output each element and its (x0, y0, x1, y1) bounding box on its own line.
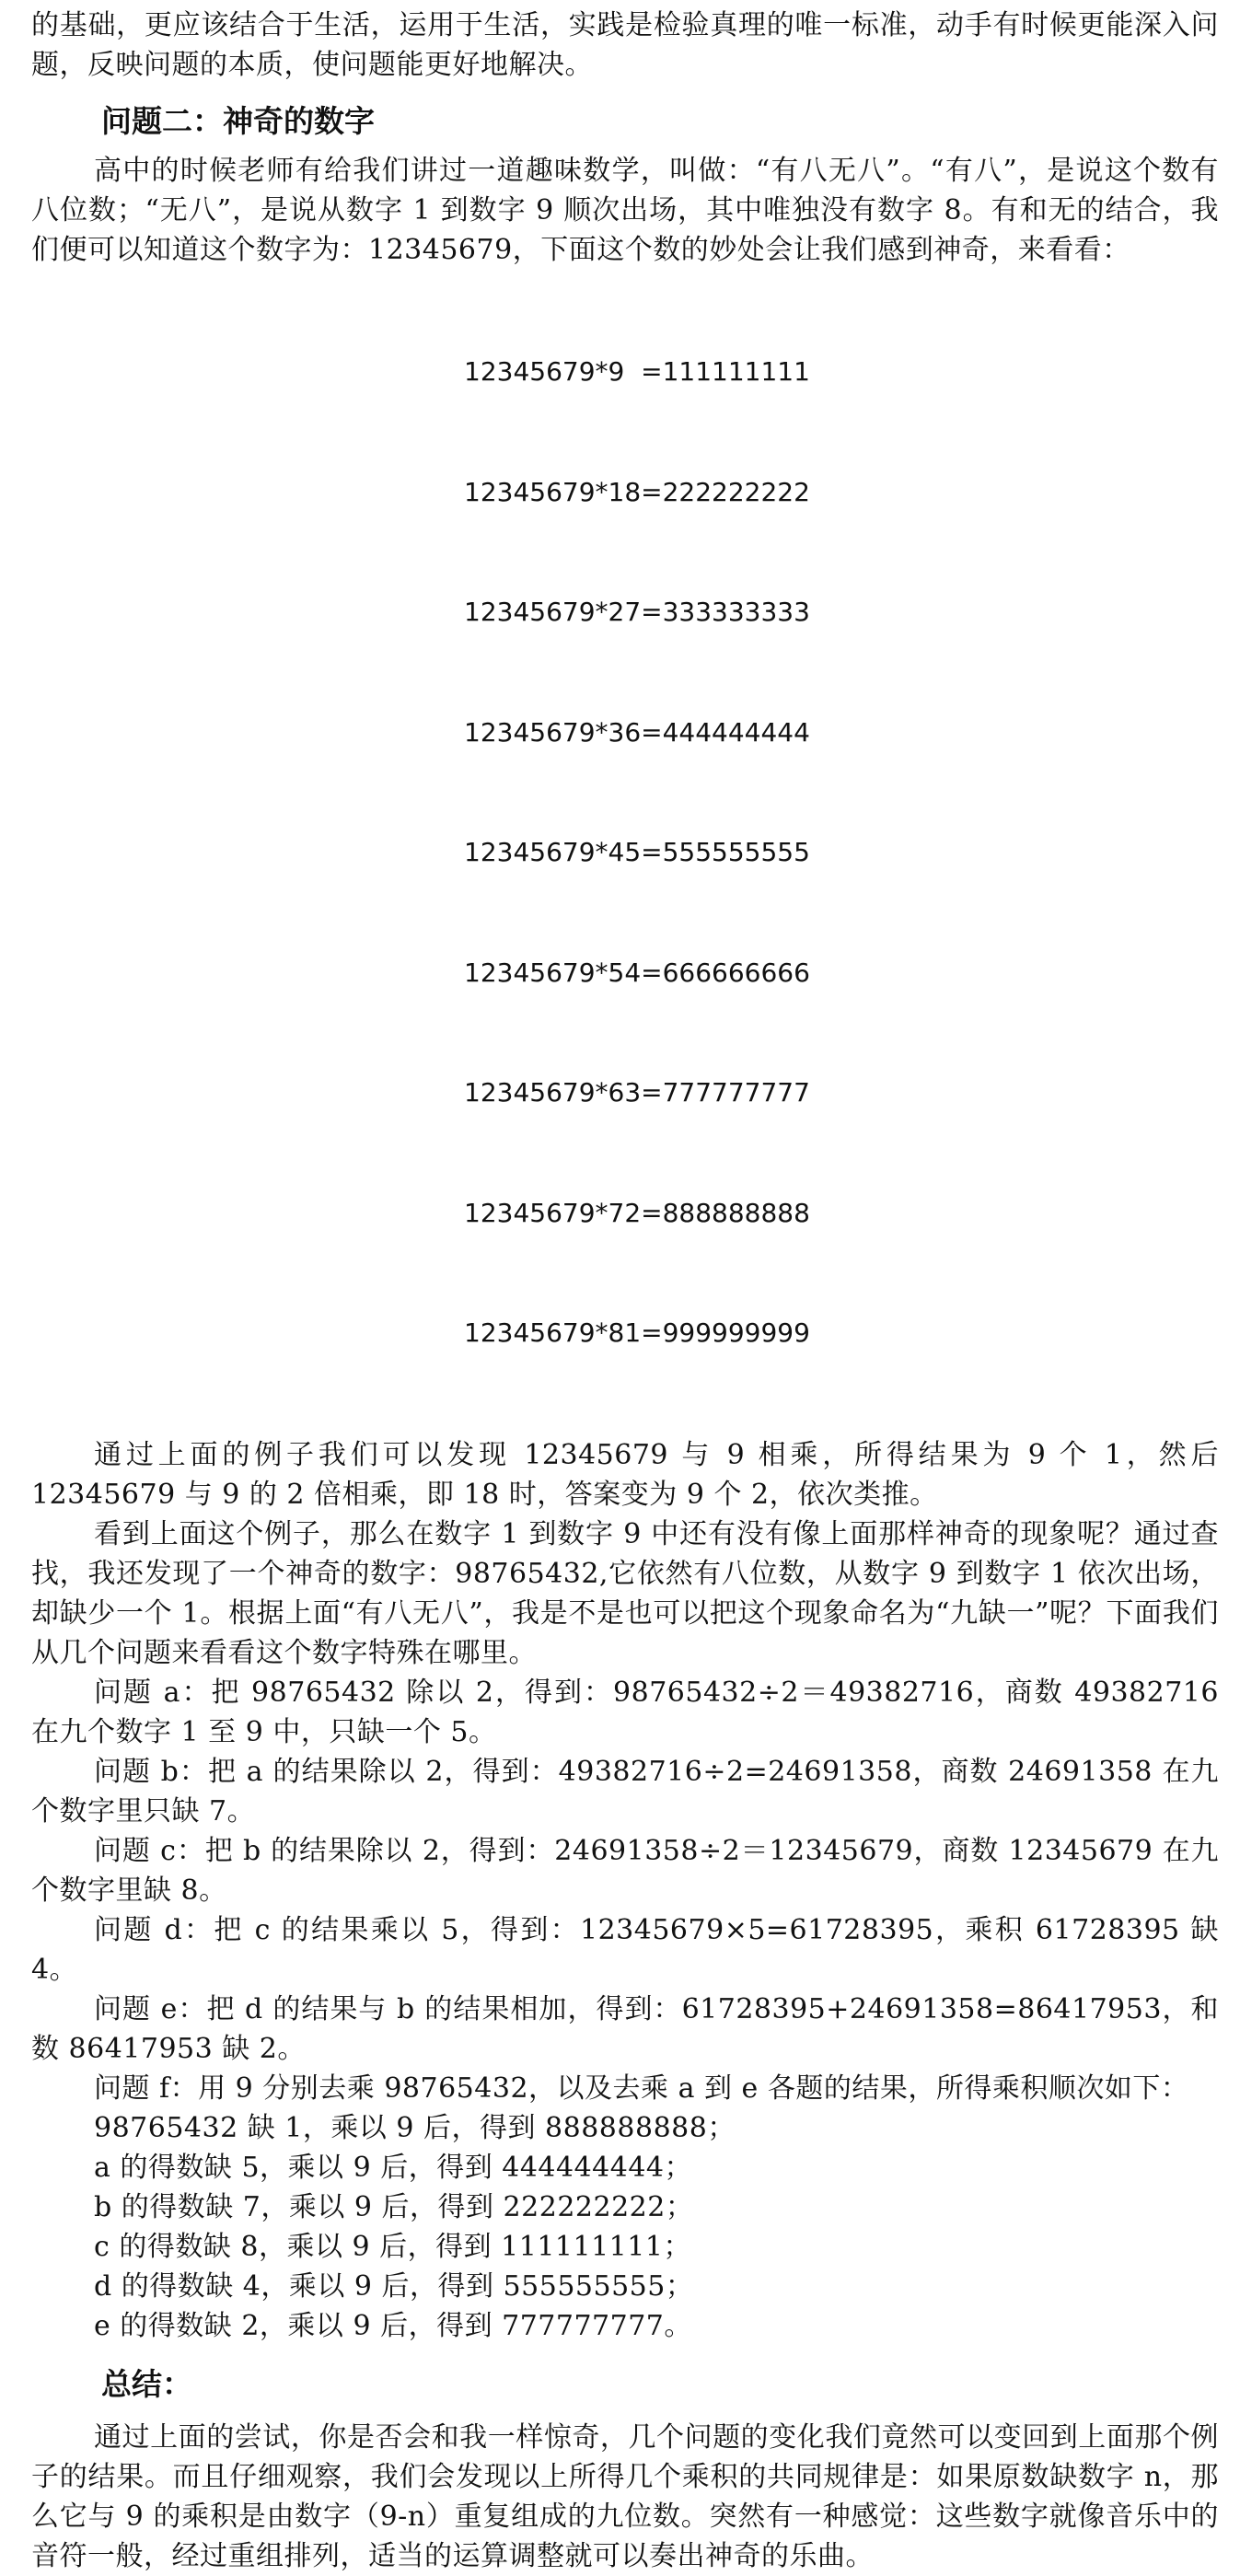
equation-line: 12345679*27=333333333 (464, 597, 810, 627)
result-line: c 的得数缺 8，乘以 9 后，得到 111111111； (94, 2230, 691, 2263)
problem-c: 问题 c：把 b 的结果除以 2，得到：24691358÷2＝12345679，商数 12345679 在九个数字里缺 8。 (31, 1834, 1219, 1907)
paragraph-nine-missing-one: 看到上面这个例子，那么在数字 1 到数字 9 中还有没有像上面那样神奇的现象呢？通过查找，我还发现了一个神奇的数字：98765432,它依然有八位数，从数字 9 到数字 1 依次出场，却缺少一个 1。根据上面“有八无八”，我是不是也可以把这个现象命名为“九缺一”呢？下面我们从几个问题来看看这个数字特殊在哪里。 (31, 1517, 1219, 1669)
problem-b: 问题 b：把 a 的结果除以 2，得到：49382716÷2=24691358，商数 24691358 在九个数字里只缺 7。 (31, 1755, 1219, 1828)
problem-d: 问题 d：把 c 的结果乘以 5，得到：12345679×5=61728395，乘积 61728395 缺 4。 (31, 1913, 1219, 1986)
summary-paragraph: 通过上面的尝试，你是否会和我一样惊奇，几个问题的变化我们竟然可以变回到上面那个例子的结果。而且仔细观察，我们会发现以上所得几个乘积的共同规律是：如果原数缺数字 n，那么它与 9 的乘积是由数字（9-n）重复组成的九位数。突然有一种感觉：这些数字就像音乐中的音符一般，经过重组排列，适当的运算调整就可以奏出神奇的乐曲。 (31, 2420, 1219, 2572)
result-line: b 的得数缺 7，乘以 9 后，得到 222222222； (94, 2190, 694, 2223)
paragraph-observation: 通过上面的例子我们可以发现 12345679 与 9 相乘，所得结果为 9 个 1，然后 12345679 与 9 的 2 倍相乘，即 18 时，答案变为 9 个 2，依次类推。 (31, 1438, 1219, 1511)
document-page (31, 6, 1219, 2576)
equation-line: 12345679*18=222222222 (464, 476, 810, 507)
problem-f: 问题 f：用 9 分别去乘 98765432，以及去乘 a 到 e 各题的结果，所得乘积顺次如下： (94, 2071, 1189, 2105)
paragraph-intro-number: 高中的时候老师有给我们讲过一道趣味数学，叫做：“有八无八”。“有八”，是说这个数有八位数；“无八”，是说从数字 1 到数字 9 顺次出场，其中唯独没有数字 8。有和无的结合，我们便可以知道这个数字为：12345679，下面这个数的妙处会让我们感到神奇，来看看： (31, 155, 1219, 266)
section-heading-problem-two: 问题二：神奇的数字 (101, 103, 375, 139)
equation-line: 12345679*81=999999999 (464, 1317, 810, 1348)
problem-e: 问题 e：把 d 的结果与 b 的结果相加，得到：61728395+24691358=86417953，和数 86417953 缺 2。 (31, 1992, 1219, 2065)
result-line: 98765432 缺 1，乘以 9 后，得到 888888888； (94, 2111, 736, 2144)
intro-paragraph: 的基础，更应该结合于生活，运用于生活，实践是检验真理的唯一标准，动手有时候更能深入问题，反映问题的本质，使问题能更好地解决。 (31, 9, 1219, 81)
equation-line: 12345679*45=555555555 (464, 837, 810, 867)
result-line: a 的得数缺 5，乘以 9 后，得到 444444444； (94, 2151, 693, 2184)
summary-heading: 总结： (101, 2365, 192, 2402)
equation-line: 12345679*36=444444444 (464, 716, 810, 748)
equation-line: 12345679*63=777777777 (464, 1077, 810, 1108)
equation-line: 12345679*54=666666666 (464, 957, 810, 988)
equation-line: 12345679*9 =111111111 (464, 356, 810, 387)
problem-a: 问题 a：把 98765432 除以 2，得到：98765432÷2＝49382716，商数 49382716 在九个数字 1 至 9 中，只缺一个 5。 (31, 1676, 1219, 1748)
result-line: e 的得数缺 2，乘以 9 后，得到 777777777。 (94, 2309, 692, 2342)
result-line: d 的得数缺 4，乘以 9 后，得到 555555555； (94, 2269, 694, 2303)
equation-list (464, 272, 1219, 1433)
equation-line: 12345679*72=888888888 (464, 1197, 810, 1228)
